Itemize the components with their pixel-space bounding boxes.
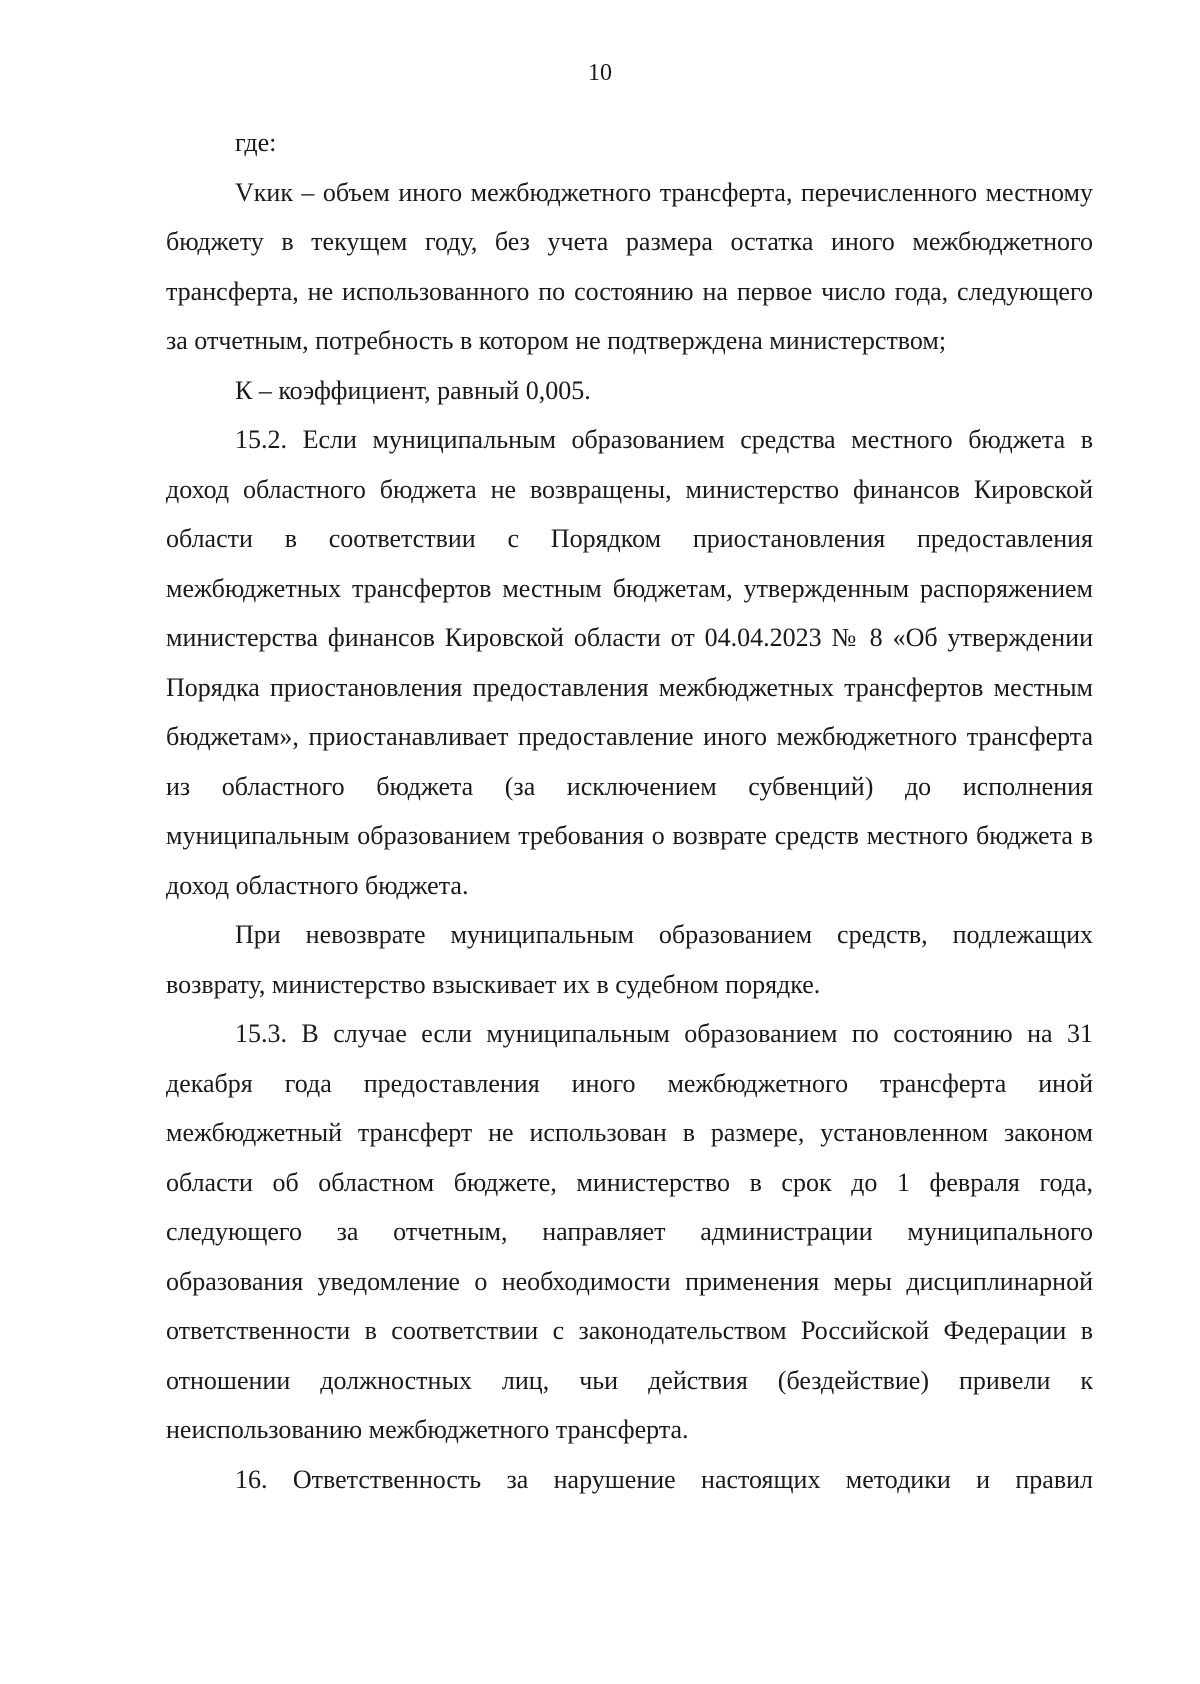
paragraph-15-3: 15.3. В случае если муниципальным образованием по состоянию на 31 декабря года предоставления иного межбюджетного трансферта иной межбюджетный трансферт не использован в размере, установленном законом области об областном бюджете, министерство в срок до 1 февраля года, следующего за отчетным, направляет администрации муниципального образования уведомление о необходимости применения меры дисциплинарной ответственности в соответствии с законодательством Российской Федерации в отношении должностных лиц, чьи действия (бездействие) привели к неиспользованию межбюджетного трансферта. — [166, 1019, 1093, 1444]
paragraph-15-2: 15.2. Если муниципальным образованием средства местного бюджета в доход областного бюджета не возвращены, министерство финансов Кировской области в соответствии с Порядком приостановления предоставления межбюджетных трансфертов местным бюджетам, утвержденным распоряжением министерства финансов Кировской области от 04.04.2023 № 8 «Об утверждении Порядка приостановления предоставления межбюджетных трансфертов местным бюджетам», приостанавливает предоставление иного межбюджетного трансферта из областного бюджета (за исключением субвенций) до исполнения муниципальным образованием требования о возврате средств местного бюджета в доход областного бюджета. — [166, 425, 1093, 900]
paragraph-non-return: При невозврате муниципальным образованием средств, подлежащих возврату, министерство взыскивает их в судебном порядке. — [166, 920, 1093, 999]
paragraph-16: 16. Ответственность за нарушение настоящих методики и правил — [235, 1464, 1093, 1494]
paragraph-where: где: — [235, 128, 277, 157]
page-number: 10 — [588, 60, 612, 86]
paragraph-k-coefficient: К – коэффициент, равный 0,005. — [235, 375, 591, 405]
paragraph-vkik-definition: Vкик – объем иного межбюджетного трансферта, перечисленного местному бюджету в текущем году, без учета размера остатка иного межбюджетного трансферта, не использованного по состоянию на первое число года, следующего за отчетным, потребность в котором не подтверждена министерством; — [166, 177, 1093, 355]
document-body — [166, 118, 1093, 1504]
